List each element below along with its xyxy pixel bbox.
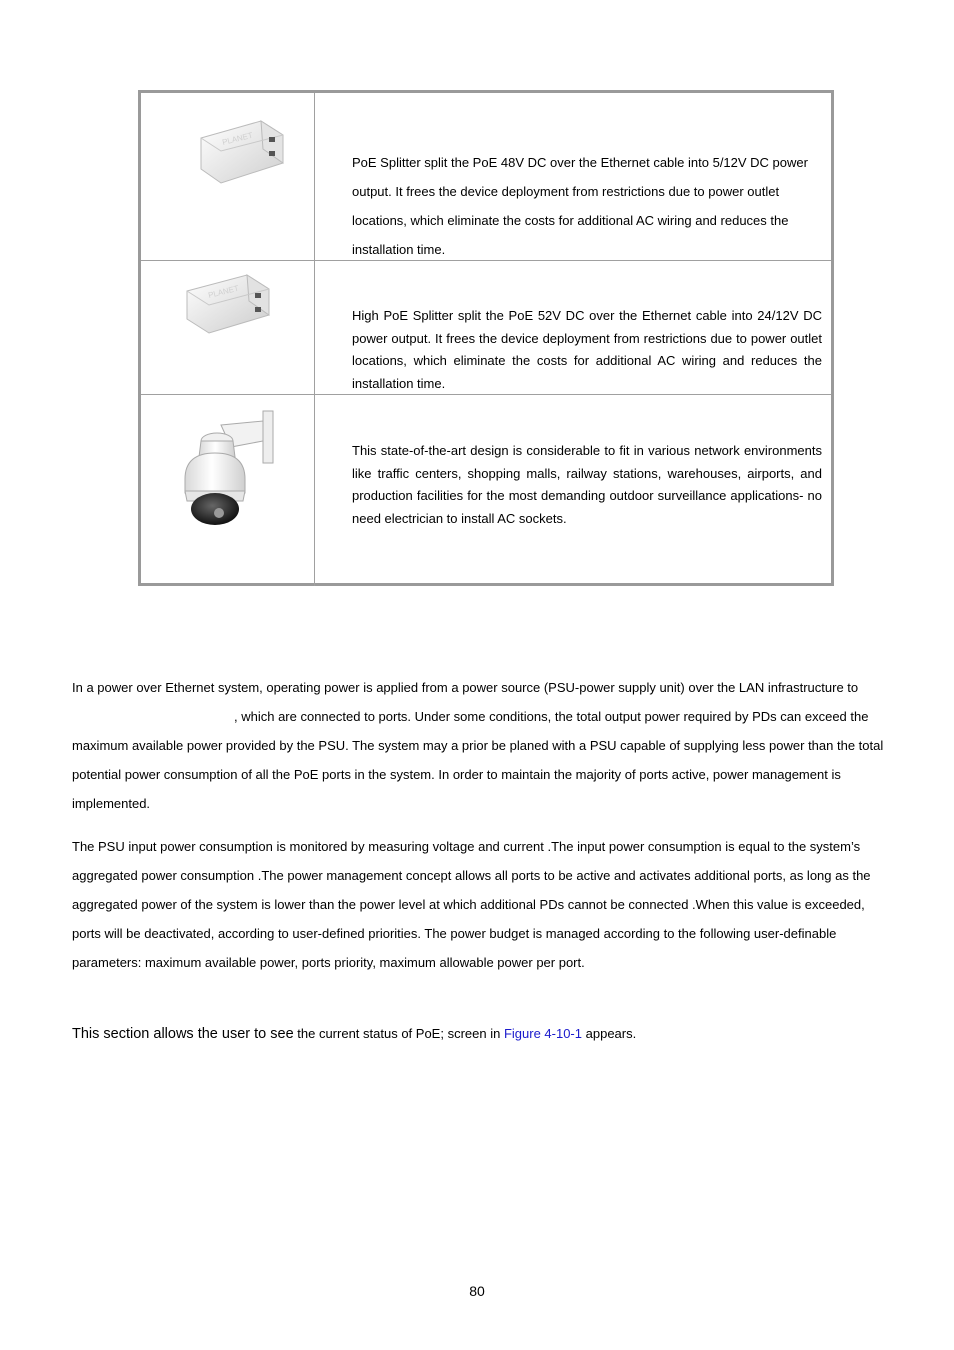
- page-number: 80: [469, 1283, 485, 1299]
- svg-text:PLANET: PLANET: [221, 130, 254, 147]
- row-description: PoE Splitter split the PoE 48V DC over the Ethernet cable into 5/12V DC power output. It frees the device deployment from restrictions due to power outlet locations, which eliminate the costs for additional AC wiring and reduces the installation time.: [352, 155, 808, 257]
- svg-text:PLANET: PLANET: [207, 283, 240, 300]
- table-row: [141, 395, 831, 586]
- table-row: [141, 261, 831, 395]
- product-table: [138, 90, 834, 586]
- paragraph-text: This section allows the user to see: [72, 1026, 294, 1042]
- column-divider: [314, 395, 315, 586]
- paragraph-power-management-intro: [72, 673, 884, 818]
- high-poe-splitter-device-icon: [141, 261, 314, 395]
- paragraph-text: , which are connected to ports. Under some conditions, the total output power required by PDs can exceed the maximum available power provided by the PSU. The system may a prior be planed with a PSU capable of supplying less power than the total potential power consumption of all the PoE ports in the system. In order to maintain the majority of ports active, power management is implemented.: [72, 709, 884, 811]
- paragraph-text: the current status of PoE; screen in: [297, 1026, 501, 1041]
- high-poe-splitter-image: [141, 261, 314, 394]
- table-row: [141, 93, 831, 261]
- figure-link[interactable]: Figure 4-10-1: [503, 1026, 582, 1041]
- speed-dome-camera-image: [141, 395, 314, 586]
- row-description: High PoE Splitter split the PoE 52V DC over the Ethernet cable into 24/12V DC power output. It frees the device deployment from restrictions due to power outlet locations, which eliminate the costs for additional AC wiring and reduces the installation time.: [352, 308, 822, 391]
- row-description: This state-of-the-art design is considerable to fit in various network environments like traffic centers, shopping malls, railway stations, warehouses, airports, and production facilities for the most demanding outdoor surveillance applications- no need electrician to install AC sockets.: [352, 443, 822, 526]
- speed-dome-camera-icon: [141, 395, 314, 586]
- paragraph-section-intro: [72, 1019, 884, 1049]
- paragraph-text: In a power over Ethernet system, operating power is applied from a power source (PSU-power supply unit) over the LAN infrastructure to: [72, 680, 859, 695]
- column-divider: [314, 93, 315, 260]
- poe-splitter-device-icon: [141, 93, 314, 261]
- paragraph-psu-consumption: The PSU input power consumption is monitored by measuring voltage and current .The input power consumption is equal to the system’s aggregated power consumption .The power management concept allows all ports to be active and activates additional ports, as long as the aggregated power of the system is lower than the power level at which additional PDs cannot be connected .When this value is exceeded, ports will be deactivated, according to user-defined priorities. The power budget is managed according to the following user-definable parameters: maximum available power, ports priority, maximum allowable power per port.: [72, 839, 871, 970]
- poe-splitter-image: [141, 93, 314, 260]
- column-divider: [314, 261, 315, 394]
- paragraph-text: appears.: [585, 1026, 637, 1041]
